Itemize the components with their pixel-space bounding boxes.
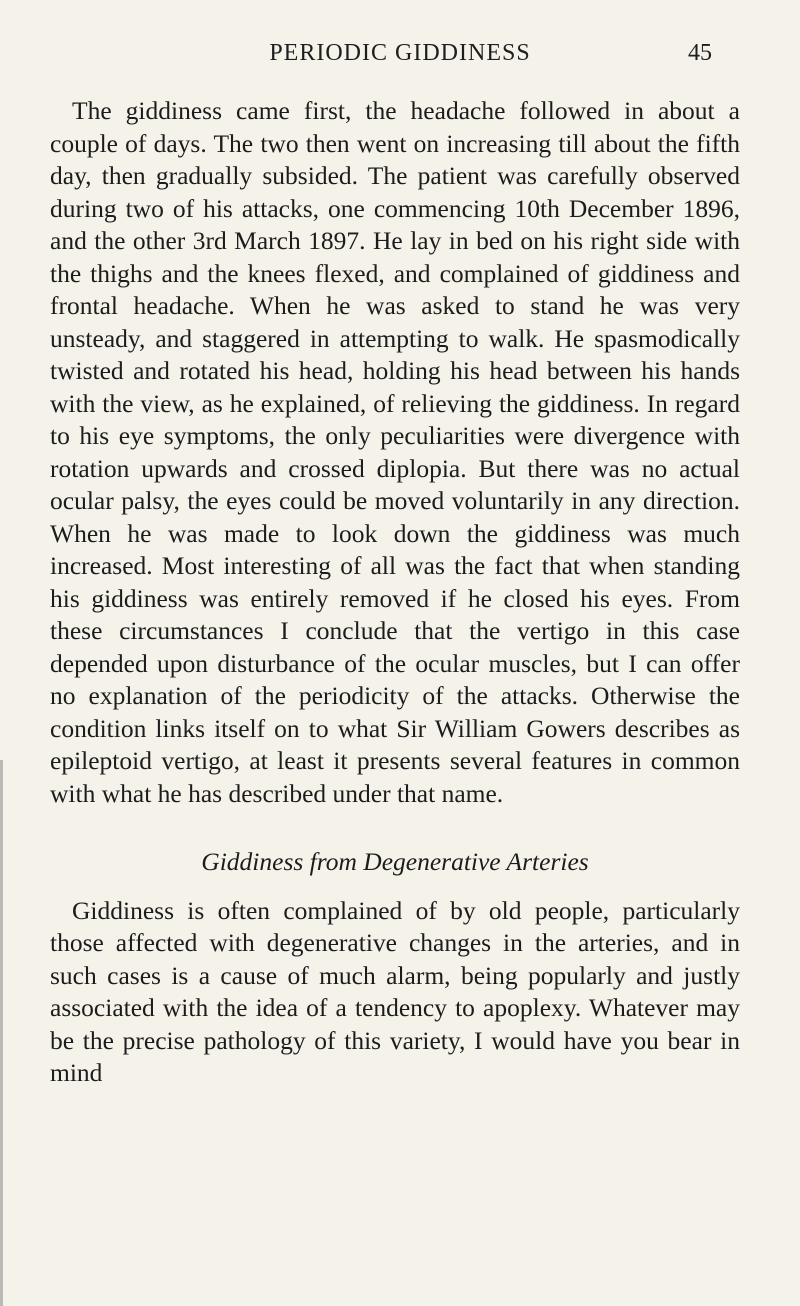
page-header	[0, 40, 800, 80]
paragraph: Giddiness is often complained of by old people, particularly those affected with degenerative changes in the arteries, and in such cases is a cause of much alarm, being popularly and justly associated with the idea of a tendency to apoplexy. Whatever may be the precise pathology of this variety, I would have you bear in mind	[50, 895, 740, 1087]
margin-shadow	[0, 760, 3, 1306]
running-head: PERIODIC GIDDINESS	[269, 40, 531, 66]
page-number: 45	[688, 40, 712, 66]
section-heading: Giddiness from Degenerative Arteries	[201, 847, 589, 876]
paragraph: The giddiness came first, the headache followed in about a couple of days. The two then went on increasing till about the fifth day, then gradually subsided. The patient was carefully observed during two of his attacks, one commencing 10th December 1896, and the other 3rd March 1897. He lay in bed on his right side with the thighs and the knees flexed, and complained of giddiness and frontal headache. When he was asked to stand he was very unsteady, and staggered in attempting to walk. He spasmodically twisted and rotated his head, holding his head between his hands with the view, as he explained, of relieving the giddiness. In regard to his eye symptoms, the only peculiarities were divergence with rotation upwards and crossed diplopia. But there was no actual ocular palsy, the eyes could be moved voluntarily in any direction. When he was made to look down the giddiness was much increased. Most interesting of all was the fact that when standing his giddiness was entirely removed if he closed his eyes. From these circumstances I conclude that the vertigo in this case depended upon disturbance of the ocular muscles, but I can offer no explanation of the periodicity of the attacks. Otherwise the condition links itself on to what Sir William Gowers describes as epileptoid vertigo, at least it presents several features in common with what he has described under that name.	[50, 96, 740, 808]
body-text	[50, 95, 740, 1090]
